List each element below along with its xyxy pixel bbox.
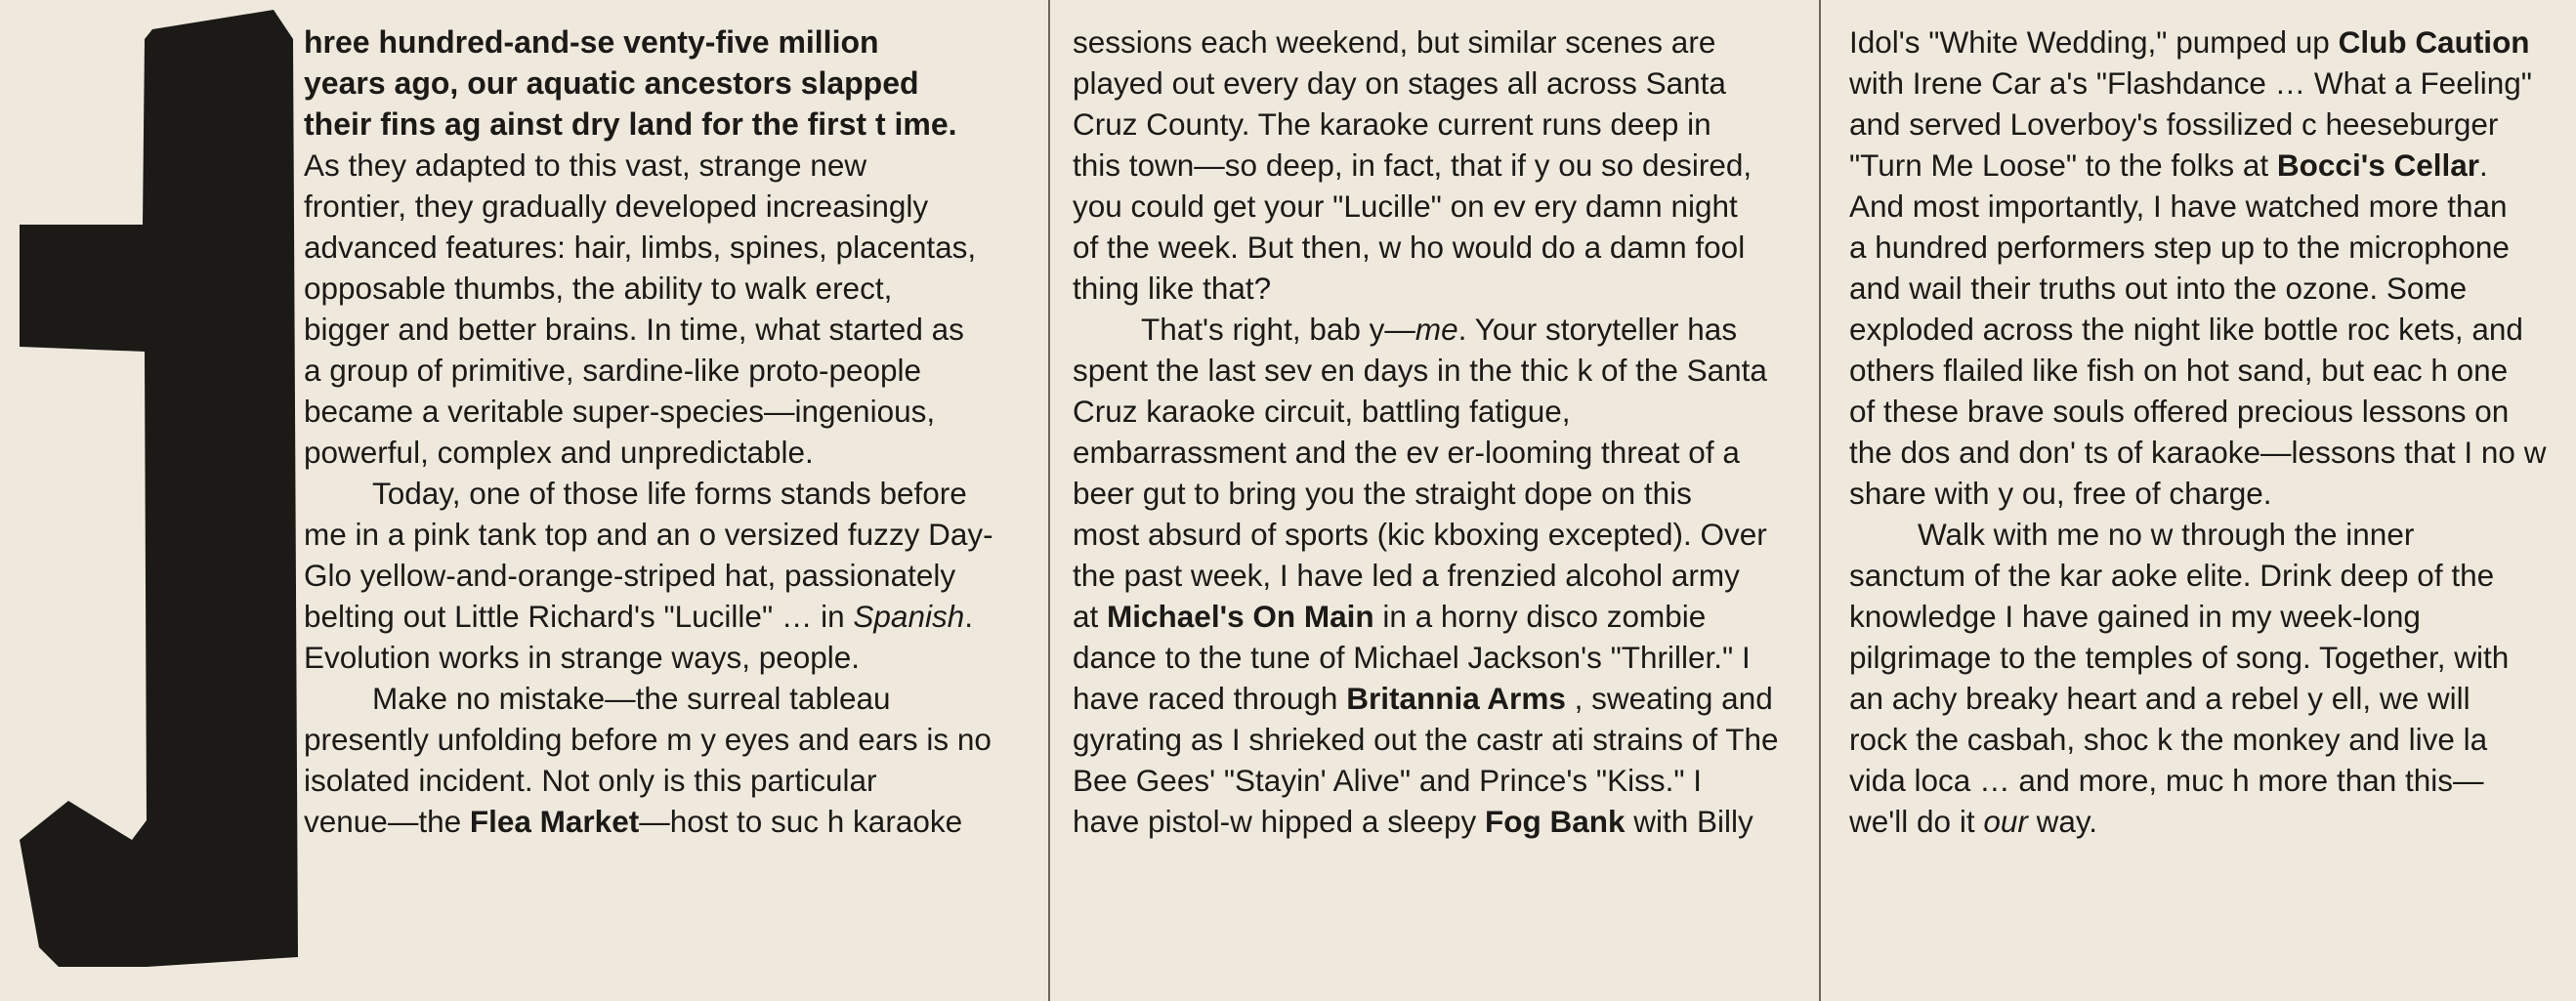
line-text: opposable thumbs, the ability to walk erect, [304, 271, 893, 306]
line-text: And most importantly, I have watched more than [1849, 188, 2508, 224]
article-line [1073, 760, 1805, 801]
article-line [1849, 21, 2576, 63]
line-text: beer gut to bring you the straight dope on this [1073, 476, 1692, 511]
article-line [1073, 227, 1805, 268]
emphasis-text: Spanish [853, 599, 965, 634]
line-text-after: . [964, 599, 974, 634]
line-text: became a veritable super-species—ingenious, [304, 394, 936, 429]
line-text: advanced features: hair, limbs, spines, placentas, [304, 229, 977, 265]
line-text-after: way. [2027, 804, 2098, 839]
article-line [1073, 801, 1805, 842]
line-text: have pistol-w hipped a sleepy [1073, 804, 1486, 839]
line-text-after: . Your storyteller has [1457, 312, 1738, 347]
line-text: have raced through [1073, 681, 1347, 716]
column-rule-right [1819, 0, 1821, 1001]
article-column-2 [1073, 21, 1805, 842]
line-text: Bee Gees' "Stayin' Alive" and Prince's "Kiss." I [1073, 763, 1703, 798]
line-text: the dos and don' ts of karaoke—lessons that I no w [1849, 435, 2547, 470]
line-text: and wail their truths out into the ozone. Some [1849, 271, 2468, 306]
line-text: powerful, complex and unpredictable. [304, 435, 814, 470]
lead-in-text: years ago, our aquatic ancestors slapped [304, 65, 919, 101]
article-line [304, 596, 1038, 637]
line-text: of the week. But then, w ho would do a damn fool [1073, 229, 1746, 265]
line-text-after: , sweating and [1565, 681, 1773, 716]
article-line [304, 145, 1038, 186]
line-text: and served Loverboy's fossilized c heeseburger [1849, 106, 2499, 142]
line-text: frontier, they gradually developed increasingly [304, 188, 929, 224]
article-line [304, 678, 1038, 719]
line-text: we'll do it [1849, 804, 1984, 839]
lead-in-text: their fins ag ainst dry land for the first t ime. [304, 106, 957, 142]
article-line [1849, 719, 2576, 760]
article-line [1073, 145, 1805, 186]
article-line [1073, 596, 1805, 637]
article-line [1073, 309, 1805, 350]
article-line [1849, 514, 2576, 555]
line-text: Glo yellow-and-orange-striped hat, passionately [304, 558, 956, 593]
line-text: you could get your "Lucille" on ev ery damn night [1073, 188, 1738, 224]
article-line [304, 432, 1038, 473]
article-line [1073, 268, 1805, 309]
line-text: Evolution works in strange ways, people. [304, 640, 861, 675]
line-text: Make no mistake—the surreal tableau [372, 681, 891, 716]
line-text: Today, one of those life forms stands before [372, 476, 967, 511]
column-rule-left [1048, 0, 1050, 1001]
article-line [1073, 104, 1805, 145]
article-line [1073, 432, 1805, 473]
article-column-3 [1849, 21, 2576, 842]
article-line [1849, 473, 2576, 514]
article-line [1073, 719, 1805, 760]
line-text: others flailed like fish on hot sand, but eac h one [1849, 353, 2509, 388]
article-line [304, 473, 1038, 514]
article-line [304, 801, 1038, 842]
article-line [304, 391, 1038, 432]
line-text: bigger and better brains. In time, what started as [304, 312, 964, 347]
article-line [304, 21, 1038, 63]
line-text-after: . [2479, 147, 2488, 183]
article-line [304, 514, 1038, 555]
article-line [1849, 801, 2576, 842]
lead-in-text: hree hundred-and-se venty-five million [304, 24, 879, 60]
article-line [304, 309, 1038, 350]
line-text-after: in a horny disco zombie [1373, 599, 1707, 634]
article-line [304, 350, 1038, 391]
article-line [304, 63, 1038, 104]
line-text-after: —host to suc h karaoke [639, 804, 963, 839]
article-line [1849, 391, 2576, 432]
line-text: a hundred performers step up to the microphone [1849, 229, 2510, 265]
line-text: with Irene Car a's "Flashdance … What a Feeling" [1849, 65, 2532, 101]
article-line [1849, 760, 2576, 801]
line-text: played out every day on stages all across Santa [1073, 65, 1726, 101]
article-line [304, 637, 1038, 678]
line-text: thing like that? [1073, 271, 1272, 306]
article-line [1073, 391, 1805, 432]
line-text: most absurd of sports (kic kboxing excepted). Over [1073, 517, 1767, 552]
article-column-1 [304, 21, 1038, 842]
article-line [1849, 432, 2576, 473]
line-text: spent the last sev en days in the thic k of the Santa [1073, 353, 1767, 388]
line-text: Idol's "White Wedding," pumped up [1849, 24, 2339, 60]
article-line [304, 104, 1038, 145]
venue-name: Flea Market [469, 804, 640, 839]
line-text: presently unfolding before m y eyes and ears is no [304, 722, 992, 757]
article-line [1073, 637, 1805, 678]
article-line [1073, 186, 1805, 227]
article-line [304, 227, 1038, 268]
line-text: gyrating as I shrieked out the castr ati strains of The [1073, 722, 1779, 757]
article-line [1849, 104, 2576, 145]
article-line [304, 719, 1038, 760]
venue-name: Fog Bank [1485, 804, 1626, 839]
article-line [1073, 473, 1805, 514]
line-text: pilgrimage to the temples of song. Together, with [1849, 640, 2510, 675]
emphasis-text: me [1415, 312, 1458, 347]
article-line [1849, 309, 2576, 350]
article-line [1849, 555, 2576, 596]
line-text: an achy breaky heart and a rebel y ell, we will [1849, 681, 2470, 716]
article-line [1073, 63, 1805, 104]
line-text: a group of primitive, sardine-like proto-people [304, 353, 922, 388]
line-text: the past week, I have led a frenzied alcohol army [1073, 558, 1740, 593]
article-line [304, 555, 1038, 596]
line-text: sessions each weekend, but similar scenes are [1073, 24, 1716, 60]
venue-name: Bocci's Cellar [2276, 147, 2480, 183]
line-text: share with y ou, free of charge. [1849, 476, 2272, 511]
line-text: exploded across the night like bottle roc kets, and [1849, 312, 2523, 347]
article-line [1849, 268, 2576, 309]
article-line [1073, 21, 1805, 63]
line-text: knowledge I have gained in my week-long [1849, 599, 2421, 634]
emphasis-text: our [1983, 804, 2028, 839]
line-text: venue—the [304, 804, 470, 839]
line-text: isolated incident. Not only is this particular [304, 763, 877, 798]
venue-name: Club Caution [2338, 24, 2530, 60]
article-line [1849, 63, 2576, 104]
line-text-after: with Billy [1625, 804, 1753, 839]
line-text: rock the casbah, shoc k the monkey and live la [1849, 722, 2488, 757]
line-text: me in a pink tank top and an o versized fuzzy Day- [304, 517, 993, 552]
line-text: of these brave souls offered precious lessons on [1849, 394, 2510, 429]
line-text: this town—so deep, in fact, that if y ou so desired, [1073, 147, 1753, 183]
line-text: at [1073, 599, 1108, 634]
article-line [1073, 350, 1805, 391]
article-line [1849, 227, 2576, 268]
article-line [1849, 186, 2576, 227]
line-text: As they adapted to this vast, strange new [304, 147, 867, 183]
article-line [304, 268, 1038, 309]
article-line [1849, 637, 2576, 678]
article-line [1073, 514, 1805, 555]
drop-cap-letter [0, 0, 303, 977]
line-text: sanctum of the kar aoke elite. Drink deep of the [1849, 558, 2495, 593]
line-text: belting out Little Richard's "Lucille" … in [304, 599, 854, 634]
article-line [1849, 678, 2576, 719]
line-text: "Turn Me Loose" to the folks at [1849, 147, 2277, 183]
line-text: That's right, bab y— [1141, 312, 1415, 347]
article-line [1849, 596, 2576, 637]
venue-name: Michael's On Main [1107, 599, 1374, 634]
article-line [304, 186, 1038, 227]
line-text: Cruz karaoke circuit, battling fatigue, [1073, 394, 1571, 429]
line-text: embarrassment and the ev er-looming threat of a [1073, 435, 1740, 470]
line-text: vida loca … and more, muc h more than this— [1849, 763, 2484, 798]
article-line [1073, 555, 1805, 596]
article-line [1849, 145, 2576, 186]
article-line [304, 760, 1038, 801]
line-text: Walk with me no w through the inner [1918, 517, 2415, 552]
line-text: dance to the tune of Michael Jackson's "Thriller." I [1073, 640, 1751, 675]
article-line [1073, 678, 1805, 719]
line-text: Cruz County. The karaoke current runs deep in [1073, 106, 1711, 142]
venue-name: Britannia Arms [1346, 681, 1566, 716]
article-line [1849, 350, 2576, 391]
